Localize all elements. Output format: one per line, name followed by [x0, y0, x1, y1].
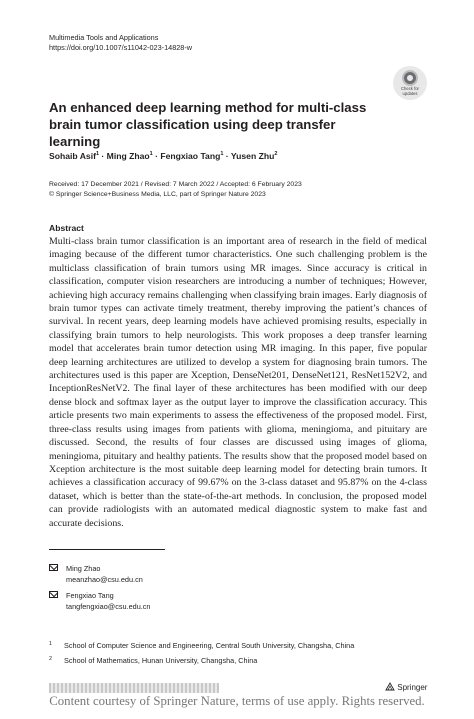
author-list: Sohaib Asif$^1$ · Ming Zhao$^1$ · Fengxiao Tang$^1$ · Yusen Zhu$^2$: [49, 151, 278, 161]
history-dates: Received: 17 December 2021 / Revised: 7 March 2022 / Accepted: 6 February 2023: [49, 181, 302, 188]
check-for-updates-badge[interactable]: [393, 66, 427, 100]
springer-logo-icon: [385, 682, 395, 691]
envelope-icon: [49, 564, 58, 571]
journal-header: [49, 33, 192, 53]
author-affiliation-mark: 1: [95, 151, 100, 158]
author-name[interactable]: Sohaib Asif: [49, 151, 96, 161]
author-affiliation-mark: 1: [149, 151, 153, 158]
publisher-name: Springer: [397, 683, 428, 692]
content-courtesy-notice: Content courtesy of Springer Nature, terms of use apply. Rights reserved.: [49, 694, 425, 708]
contact-email[interactable]: meanzhao@csu.edu.cn: [66, 575, 143, 584]
copyright-line: © Springer Science+Business Media, LLC, part of Springer Nature 2023: [49, 191, 266, 198]
affiliation-number: 2: [49, 656, 52, 662]
author-affiliation-mark: 1: [220, 151, 224, 158]
abstract-text: Multi-class brain tumor classification is an important area of research in the field of medical imaging because of the different tumor characteristics. One such challenging problem is the multiclass classification of brain tumors using MR images. Since accuracy is critical in classification, computer vision researchers are introducing a number of techniques; However, achieving high accuracy remains challenging when classifying brain images. Early diagnosis of brain tumor types can activate timely treatment, thereby improving the patient’s chances of survival. In recent years, deep learning models have achieved promising results, especially in classifying brain tumors to help neurologists. This work proposes a deep transfer learning model that accelerates brain tumor detection using MR imaging. In this paper, five popular deep learning architectures are utilized to develop a system for diagnosing brain tumors. The architectures used is this paper are Xception, DenseNet201, DenseNet121, ResNet152V2, and InceptionResNetV2. The final layer of these architectures has been modified with our deep dense block and softmax layer as the output layer to improve the classification accuracy. This article presents two main experiments to assess the effectiveness of the proposed model. First, three-class results using images from patients with glioma, meningioma, and pituitary are discussed. Second, the results of four classes are discussed using images of glioma, meningioma, pituitary and healthy patients. The results show that the proposed model based on Xception architecture is the most suitable deep learning model for detecting brain tumors. It achieves a classification accuracy of 99.67% on the 3-class dataset and 95.87% on the 4-class dataset, which is better than the state-of-the-art methods. In conclusion, the proposed model can provide radiologists with an automated medical diagnostic system to make fast and accurate decisions.: [49, 236, 427, 529]
author-name[interactable]: Yusen Zhu: [230, 151, 275, 161]
crossmark-icon: [402, 70, 418, 86]
footnote-divider: [49, 549, 165, 550]
author-name[interactable]: Fengxiao Tang: [160, 151, 221, 161]
contact-entry: [49, 590, 151, 612]
author-name[interactable]: Ming Zhao: [106, 151, 150, 161]
publication-history: [49, 180, 302, 200]
publisher-mark: [385, 682, 427, 692]
affiliation-text: School of Computer Science and Engineering, Central South University, Changsha, China: [64, 641, 355, 650]
affiliation-item: [49, 656, 257, 666]
contact-email[interactable]: tangfengxiao@csu.edu.cn: [66, 602, 151, 611]
envelope-icon: [49, 591, 58, 598]
contact-entry: [49, 563, 143, 585]
contact-name: Fengxiao Tang: [66, 591, 114, 600]
affiliation-text: School of Mathematics, Hunan University, Changsha, China: [64, 656, 258, 665]
paper-title: An enhanced deep learning method for multi-class brain tumor classification using deep transfer learning: [49, 100, 367, 149]
abstract-heading: Abstract: [49, 223, 84, 233]
scan-noise-strip: [49, 683, 219, 693]
journal-name: Multimedia Tools and Applications: [49, 33, 159, 42]
article-doi[interactable]: https://doi.org/10.1007/s11042-023-14828-w: [49, 43, 193, 52]
affiliation-number: 1: [49, 641, 52, 647]
contact-name: Ming Zhao: [66, 564, 101, 573]
author-affiliation-mark: 2: [274, 151, 278, 158]
badge-label: Check for updates: [401, 85, 419, 96]
affiliation-item: [49, 641, 354, 651]
